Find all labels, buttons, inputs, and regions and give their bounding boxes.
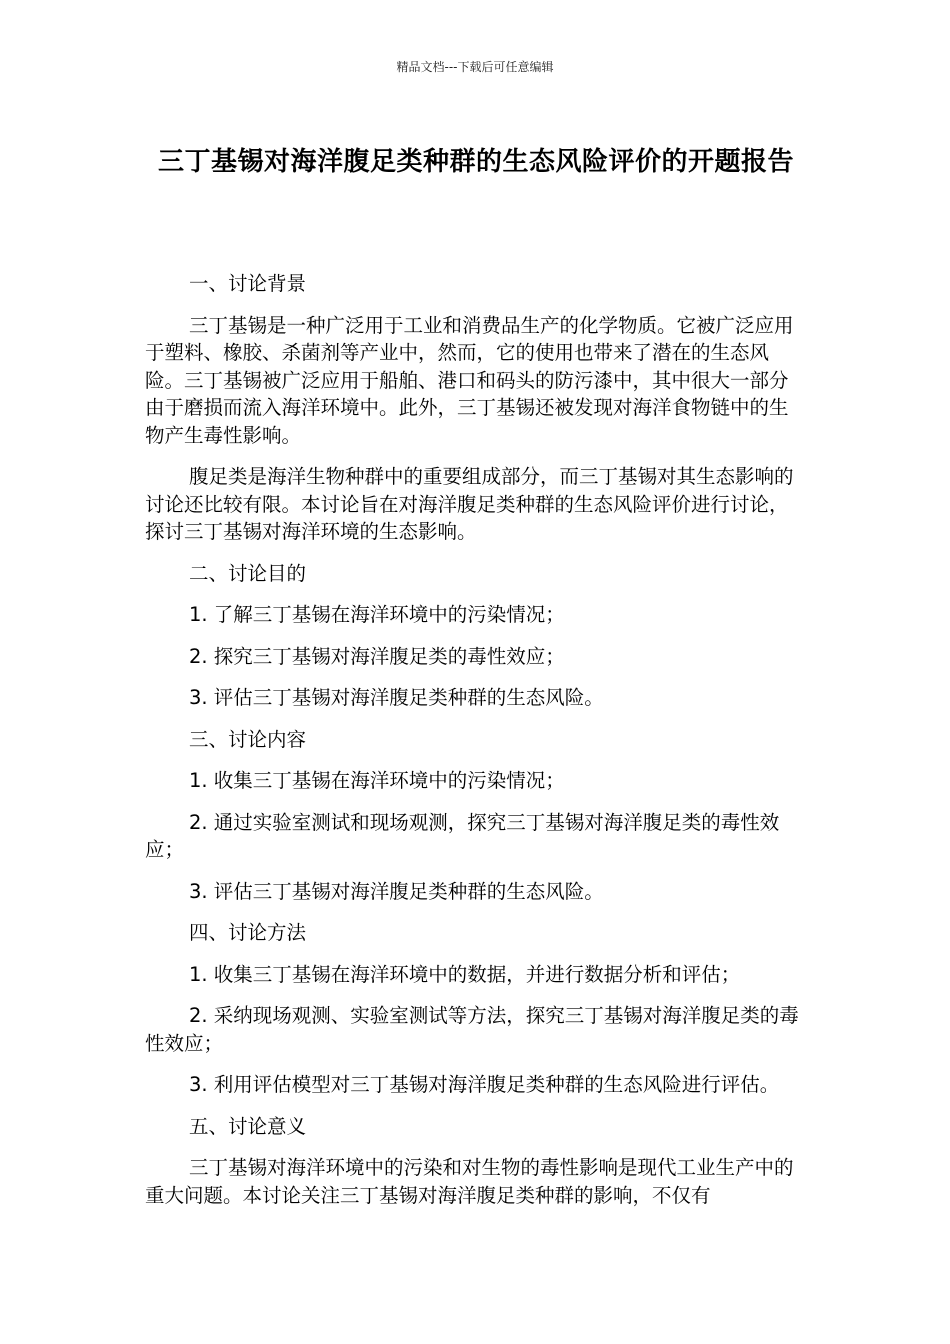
list-item: 3. 评估三丁基锡对海洋腹足类种群的生态风险。 — [189, 879, 604, 903]
section-heading-content: 三、讨论内容 — [189, 727, 307, 751]
list-item: 2. 通过实验室测试和现场观测，探究三丁基锡对海洋腹足类的毒性效应； — [145, 810, 780, 861]
list-item: 2. 采纳现场观测、实验室测试等方法，探究三丁基锡对海洋腹足类的毒性效应； — [145, 1004, 799, 1055]
header-note: 精品文档---下载后可任意编辑 — [396, 60, 554, 74]
body-paragraph: 三丁基锡对海洋环境中的污染和对生物的毒性影响是现代工业生产中的重大问题。本讨论关注三丁基锡对海洋腹足类种群的影响，不仅有 — [145, 1156, 794, 1207]
body-paragraph: 腹足类是海洋生物种群中的重要组成部分，而三丁基锡对其生态影响的讨论还比较有限。本讨论旨在对海洋腹足类种群的生态风险评价进行讨论，探讨三丁基锡对海洋环境的生态影响。 — [145, 465, 794, 543]
section-heading-purpose: 二、讨论目的 — [189, 561, 307, 585]
document-body — [145, 270, 807, 1209]
list-item: 2. 探究三丁基锡对海洋腹足类的毒性效应； — [189, 644, 565, 668]
list-item: 1. 收集三丁基锡在海洋环境中的污染情况； — [189, 769, 565, 792]
document-title: 三丁基锡对海洋腹足类种群的生态风险评价的开题报告 — [157, 147, 794, 177]
list-item: 3. 评估三丁基锡对海洋腹足类种群的生态风险。 — [189, 686, 604, 709]
section-heading-methods: 四、讨论方法 — [189, 921, 307, 944]
list-item: 1. 了解三丁基锡在海洋环境中的污染情况； — [189, 603, 565, 626]
list-item: 1. 收集三丁基锡在海洋环境中的数据，并进行数据分析和评估； — [189, 962, 741, 986]
list-item: 3. 利用评估模型对三丁基锡对海洋腹足类种群的生态风险进行评估。 — [189, 1073, 780, 1096]
section-heading-background: 一、讨论背景 — [189, 272, 307, 295]
body-paragraph: 三丁基锡是一种广泛用于工业和消费品生产的化学物质。它被广泛应用于塑料、橡胶、杀菌剂等产业中，然而，它的使用也带来了潜在的生态风险。三丁基锡被广泛应用于船舶、港口和码头的防污漆中，其中很大一部分由于磨损而流入海洋环境中。此外，三丁基锡还被发现对海洋食物链中的生物产生毒性影响。 — [145, 313, 794, 447]
section-heading-significance: 五、讨论意义 — [189, 1114, 307, 1138]
